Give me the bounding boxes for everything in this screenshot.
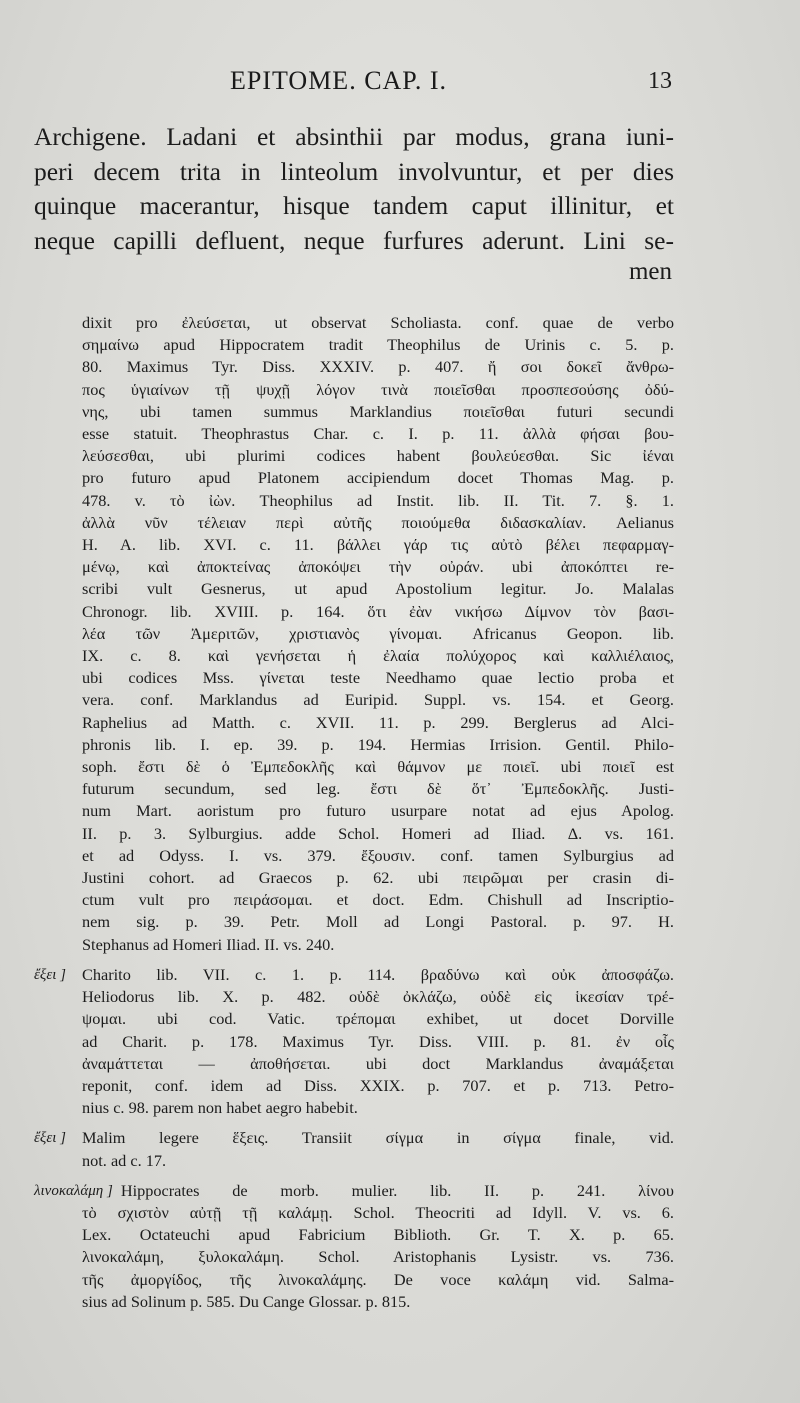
footnote-line: soph. ἔστι δὲ ὁ Ἐμπεδοκλῆς καὶ θάμνον με ποιεῖ. ubi ποιεῖ est [82, 757, 674, 777]
footnote-line: IX. c. 8. καὶ γενήσεται ἡ ἐλαία πολύχορος καὶ καλλιέλαιος, [82, 646, 674, 666]
footnote-line: Raphelius ad Matth. c. XVII. 11. p. 299. Berglerus ad Alci- [82, 712, 674, 732]
footnote-line: Justini cohort. ad Graecos p. 62. ubi πειρῶμαι per crasin di- [82, 868, 674, 888]
footnote-body [82, 312, 674, 956]
page-number: 13 [648, 68, 672, 94]
footnotes [34, 312, 674, 1323]
footnote-line: Malim legere ἕξεις. Transiit σίγμα in σίγμα finale, vid. [82, 1128, 674, 1148]
footnote-line: ubi codices Mss. γίνεται teste Needhamo quae lectio proba et [82, 668, 674, 688]
footnote-line: ψομαι. ubi cod. Vatic. τρέπομαι exhibet, ut docet Dorville [82, 1009, 674, 1029]
footnote [34, 1127, 674, 1171]
footnote-lemma: ἔξει ] [34, 1130, 66, 1147]
footnote-line: πος ὑγιαίνων τῇ ψυχῇ λόγον τινὰ ποιεῖσθαι προσπεσούσης ὀδύ- [82, 379, 674, 399]
footnote-line: not. ad c. 17. [82, 1150, 167, 1170]
catchword: men [628, 258, 672, 285]
footnote-lemma: ἔξει ] [34, 966, 66, 983]
footnote-line: sius ad Solinum p. 585. Du Cange Glossar. p. 815. [82, 1291, 411, 1311]
main-text-line: Archigene. Ladani et absinthii par modus, grana iuni- [34, 122, 674, 151]
footnote-line: Lex. Octateuchi apud Fabricium Biblioth. Gr. T. X. p. 65. [82, 1225, 674, 1245]
footnote-line: esse statuit. Theophrastus Char. c. I. p. 11. ἀλλὰ φήσαι βου- [82, 424, 674, 444]
footnote-line: vera. conf. Marklandus ad Euripid. Suppl. vs. 154. et Georg. [82, 690, 674, 710]
footnote-line: dixit pro ἐλεύσεται, ut observat Scholiasta. conf. quae de verbo [82, 313, 674, 332]
footnote-body [82, 1127, 674, 1171]
footnote [34, 964, 674, 1119]
running-head: EPITOME. CAP. I. [230, 66, 448, 95]
main-text-block [34, 120, 674, 258]
footnote-line: H. A. lib. XVI. c. 11. βάλλει γάρ τις αὐτὸ βέλει πεφαρμαγ- [82, 535, 674, 555]
footnote-line: ad Charit. p. 178. Maximus Tyr. Diss. VIII. p. 81. ἐν οἷς [82, 1031, 674, 1051]
footnote-line: Hippocrates de morb. mulier. lib. II. p. 241. λίνου [120, 1180, 674, 1200]
page-header [0, 62, 800, 102]
main-text-line: quinque macerantur, hisque tandem caput illinitur, et [34, 191, 674, 220]
footnote-line: λινοκαλάμη, ξυλοκαλάμη. Schol. Aristophanis Lysistr. vs. 736. [82, 1247, 674, 1267]
footnote-line: Stephanus ad Homeri Iliad. II. vs. 240. [82, 934, 335, 954]
footnote-line: Chronogr. lib. XVIII. p. 164. ὅτι ἐὰν νικήσω Δίμνον τὸν βασι- [82, 601, 674, 621]
footnote-line: 478. v. τὸ ἰὼν. Theophilus ad Instit. lib. II. Tit. 7. §. 1. [82, 490, 674, 510]
footnote-line: num Mart. aoristum pro futuro usurpare notat ad ejus Apolog. [82, 801, 674, 821]
footnote-line: ἀλλὰ νῦν τέλειαν περὶ αὐτῆς ποιούμεθα διδασκαλίαν. Aelianus [82, 512, 674, 532]
footnote-line: ἀναμάττεται — ἀποθήσεται. ubi doct Marklandus ἀναμάξεται [82, 1053, 674, 1073]
footnote-body [82, 964, 674, 1119]
footnote-continued [34, 312, 674, 956]
footnote-line: pro futuro apud Platonem accipiendum docet Thomas Mag. p. [82, 468, 674, 488]
footnote-line: σημαίνω apud Hippocratem tradit Theophilus de Urinis c. 5. p. [82, 335, 674, 355]
footnote-lemma: λινοκαλάμη ] [34, 1182, 113, 1199]
footnote-line: scribi vult Gesnerus, ut apud Apostolium legitur. Jo. Malalas [82, 579, 674, 599]
footnote-line: ctum vult pro πειράσομαι. et doct. Edm. Chishull ad Inscriptio- [82, 890, 674, 910]
footnote-line: nius c. 98. parem non habet aegro habebit. [82, 1098, 358, 1118]
main-text-line: neque capilli defluent, neque furfures aderunt. Lini se- [34, 225, 674, 255]
main-text-line: peri decem trita in linteolum involvuntur, et per dies [34, 156, 674, 186]
footnote-line: Heliodorus lib. X. p. 482. οὐδὲ ὀκλάζω, οὐδὲ εἰς ἱκεσίαν τρέ- [82, 987, 674, 1007]
footnote-line: II. p. 3. Sylburgius. adde Schol. Homeri ad Iliad. Δ. vs. 161. [82, 823, 674, 843]
footnote-line: μένῳ, καὶ ἀποκτείνας ἀποκόψει τὴν οὐράν. ubi ἀποκόπτει re- [82, 557, 674, 577]
footnote [34, 1180, 674, 1313]
footnote-line: Charito lib. VII. c. 1. p. 114. βραδύνω καὶ οὐκ ἀποσφάζω. [82, 964, 674, 984]
footnote-line: nem sig. p. 39. Petr. Moll ad Longi Pastoral. p. 97. H. [82, 912, 674, 932]
footnote-line: νης, ubi tamen summus Marklandius ποιεῖσθαι futuri secundi [82, 401, 674, 421]
footnote-line: λέα τῶν Ἀμεριτῶν, χριστιανὸς γίνομαι. Africanus Geopon. lib. [82, 623, 674, 643]
footnote-line: 80. Maximus Tyr. Diss. XXXIV. p. 407. ἤ σοι δοκεῖ ἄνθρω- [82, 357, 674, 377]
footnote-line: λεύσεσθαι, ubi plurimi codices habent βουλεύεσθαι. Sic ἰέναι [82, 446, 674, 466]
footnote-line: τὸ σχιστὸν αὐτῇ τῇ καλάμῃ. Schol. Theocriti ad Idyll. V. vs. 6. [82, 1202, 674, 1222]
footnote-line: τῆς ἀμοργίδος, τῆς λινοκαλάμης. De voce καλάμη vid. Salma- [82, 1269, 674, 1289]
footnote-first-line [34, 1180, 674, 1202]
footnote-line: phronis lib. I. ep. 39. p. 194. Hermias Irrision. Gentil. Philo- [82, 734, 674, 754]
footnote-line: reponit, conf. idem ad Diss. XXIX. p. 707. et p. 713. Petro- [82, 1075, 674, 1095]
footnote-line: futurum secundum, sed leg. ἔστι δὲ ὅτ᾽ Ἐμπεδοκλῆς. Justi- [82, 779, 674, 799]
footnote-line: et ad Odyss. I. vs. 379. ἔξουσιν. conf. tamen Sylburgius ad [82, 845, 674, 865]
